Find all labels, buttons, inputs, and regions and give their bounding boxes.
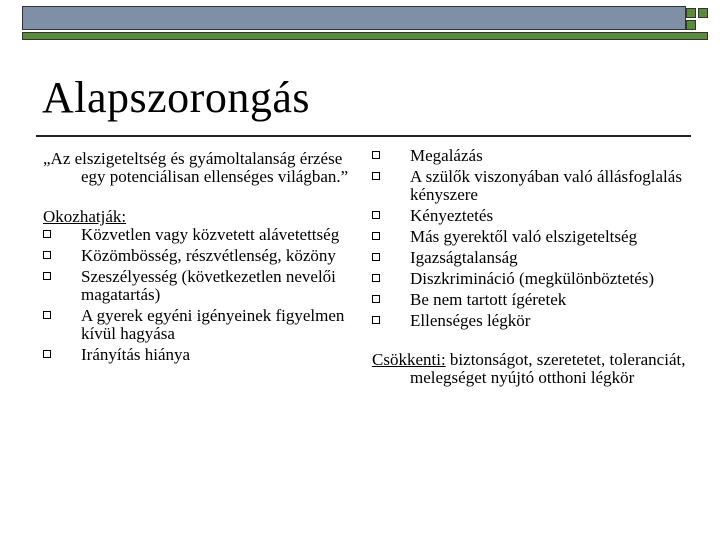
topbar-square-1 [686,8,696,18]
checkbox-bullet-icon [372,274,380,282]
list-item: Be nem tartott ígéretek [372,291,702,309]
checkbox-bullet-icon [372,151,380,159]
checkbox-bullet-icon [372,211,380,219]
factors-list [372,147,702,330]
list-item: Megalázás [372,147,702,165]
checkbox-bullet-icon [43,251,51,259]
slide-title: Alapszorongás [42,73,310,122]
checkbox-bullet-icon [372,172,380,180]
list-item: Más gyerektől való elszigeteltség [372,228,702,246]
list-item: Igazságtalanság [372,249,702,267]
checkbox-bullet-icon [43,311,51,319]
list-item: Szeszélyesség (következetlen nevelői magatartás) [43,268,358,304]
list-item: Diszkrimináció (megkülönböztetés) [372,270,702,288]
right-column [372,147,702,387]
list-item: A szülők viszonyában való állásfoglalás kényszere [372,168,702,204]
list-item: Irányítás hiánya [43,346,358,364]
topbar-square-3 [686,20,696,30]
list-item: Közvetlen vagy közvetett alávetettség [43,226,358,244]
topbar-gray-band [22,6,686,30]
checkbox-bullet-icon [43,230,51,238]
list-item: Ellenséges légkör [372,312,702,330]
top-decorative-bar [22,6,708,40]
definition-quote: „Az elszigeteltség és gyámoltalanság érzése egy potenciálisan ellenséges világban.” [43,149,349,186]
title-divider [36,135,691,137]
checkbox-bullet-icon [372,295,380,303]
left-column [43,150,358,367]
list-item: Kényeztetés [372,207,702,225]
reduce-text: biztonságot, szeretetet, toleranciát, melegséget nyújtó otthoni légkör [410,350,686,387]
reduce-statement [372,351,702,387]
checkbox-bullet-icon [372,253,380,261]
reduce-label: Csökkenti: [372,350,446,369]
checkbox-bullet-icon [43,350,51,358]
list-item: Közömbösség, részvétlenség, közöny [43,247,358,265]
causes-heading: Okozhatják: [43,207,127,226]
topbar-green-band [22,32,708,40]
topbar-square-2 [698,8,708,18]
causes-list [43,226,358,364]
checkbox-bullet-icon [43,272,51,280]
list-item: A gyerek egyéni igényeinek figyelmen kívül hagyása [43,307,358,343]
checkbox-bullet-icon [372,316,380,324]
checkbox-bullet-icon [372,232,380,240]
